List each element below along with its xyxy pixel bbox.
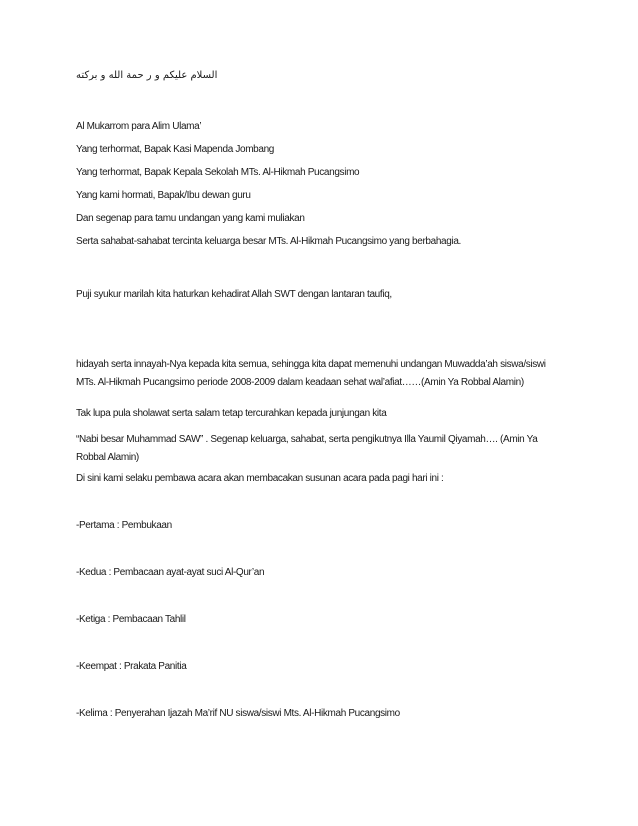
agenda-item: -Ketiga : Pembacaan Tahlil [76, 614, 186, 625]
sholawat-paragraph: “Nabi besar Muhammad SAW” . Segenap keluarga, sahabat, serta pengikutnya Illa Yaumil Qiyamah…. (Amin Ya Robbal Alamin) [76, 434, 538, 463]
greeting-line: Serta sahabat-sahabat tercinta keluarga besar MTs. Al-Hikmah Pucangsimo yang berbahagia. [76, 236, 461, 247]
intro-line: Di sini kami selaku pembawa acara akan membacakan susunan acara pada pagi hari ini : [76, 473, 444, 484]
agenda-item: -Keempat : Prakata Panitia [76, 661, 187, 672]
puji-syukur-line: Puji syukur marilah kita haturkan kehadirat Allah SWT dengan lantaran taufiq, [76, 289, 392, 300]
sholawat-line: Tak lupa pula sholawat serta salam tetap tercurahkan kepada junjungan kita [76, 408, 387, 419]
greeting-line: Yang terhormat, Bapak Kasi Mapenda Jombang [76, 144, 275, 155]
agenda-item: -Pertama : Pembukaan [76, 520, 172, 531]
hidayah-paragraph: hidayah serta innayah-Nya kepada kita semua, sehingga kita dapat memenuhi undangan Muwadda’ah siswa/siswi MTs. Al-Hikmah Pucangsimo periode 2008-2009 dalam keadaan sehat wal’afiat……(Amin Ya Robbal Alamin) [76, 359, 546, 388]
arabic-salam: السلام عليكم و ر حمة الله و بركته [76, 70, 218, 81]
greeting-line: Yang terhormat, Bapak Kepala Sekolah MTs. Al-Hikmah Pucangsimo [76, 167, 360, 178]
greeting-line: Al Mukarrom para Alim Ulama’ [76, 121, 202, 132]
greeting-line: Dan segenap para tamu undangan yang kami muliakan [76, 213, 305, 224]
agenda-item: -Kelima : Penyerahan Ijazah Ma’rif NU siswa/siswi Mts. Al-Hikmah Pucangsimo [76, 708, 400, 719]
greeting-line: Yang kami hormati, Bapak/Ibu dewan guru [76, 190, 251, 201]
agenda-item: -Kedua : Pembacaan ayat-ayat suci Al-Qur’an [76, 567, 265, 578]
